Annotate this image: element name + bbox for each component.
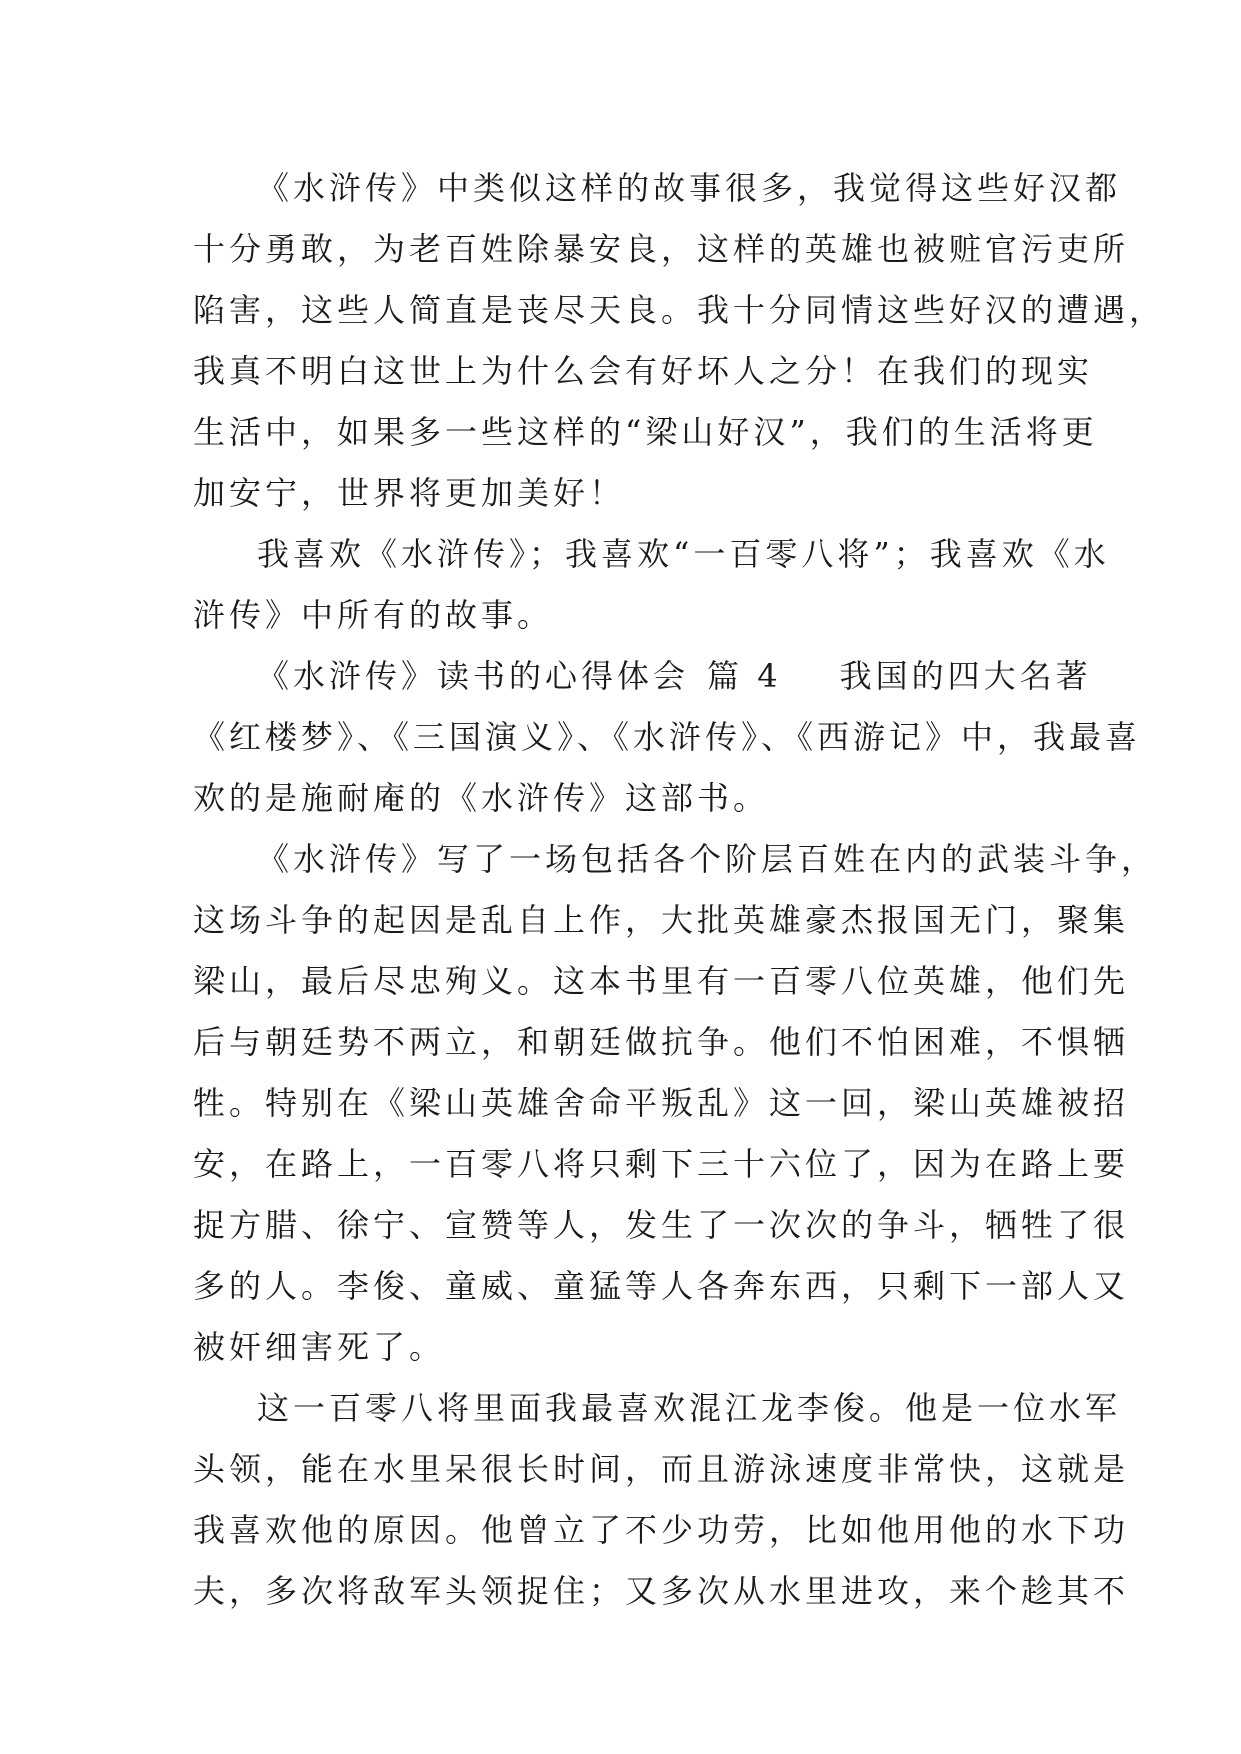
- text-line: 这场斗争的起因是乱自上作，大批英雄豪杰报国无门，聚集: [193, 901, 1130, 939]
- paragraph-4: [193, 829, 1158, 1378]
- text-line: 我喜欢《水浒传》；我喜欢“一百零八将”；我喜欢《水: [257, 535, 1110, 573]
- text-line: 浒传》中所有的故事。: [193, 596, 554, 634]
- paragraph-2: [193, 524, 1110, 646]
- section-heading-line: [193, 646, 1092, 707]
- text-line: 我真不明白这世上为什么会有好坏人之分！在我们的现实: [193, 352, 1094, 390]
- text-line: 捉方腊、徐宁、宣赞等人，发生了一次次的争斗，牺牲了很: [193, 1206, 1130, 1244]
- section-title: 《水浒传》读书的心得体会: [257, 657, 690, 695]
- text-line: 安，在路上，一百零八将只剩下三十六位了，因为在路上要: [193, 1145, 1130, 1183]
- paragraph-1: [193, 158, 1166, 524]
- text-line: 《水浒传》写了一场包括各个阶层百姓在内的武装斗争，: [257, 840, 1158, 878]
- text-line: 夫，多次将敌军头领捉住；又多次从水里进攻，来个趁其不: [193, 1572, 1130, 1610]
- paragraph-5: [193, 1378, 1130, 1622]
- section-part-label: 篇 4: [707, 657, 782, 695]
- section-opening-text: 我国的四大名著: [839, 657, 1092, 695]
- text-line: 梁山，最后尽忠殉义。这本书里有一百零八位英雄，他们先: [193, 962, 1130, 1000]
- text-line: 加安宁，世界将更加美好！: [193, 474, 626, 512]
- text-line: 这一百零八将里面我最喜欢混江龙李俊。他是一位水军: [257, 1389, 1122, 1427]
- text-line: 《红楼梦》、《三国演义》、《水浒传》、《西游记》中，我最喜: [193, 718, 1142, 756]
- text-line: 牲。特别在《梁山英雄舍命平叛乱》这一回，梁山英雄被招: [193, 1084, 1130, 1122]
- text-line: 多的人。李俊、童威、童猛等人各奔东西，只剩下一部人又: [193, 1267, 1130, 1305]
- text-line: 被奸细害死了。: [193, 1328, 446, 1366]
- text-line: 十分勇敢，为老百姓除暴安良，这样的英雄也被赃官污吏所: [193, 230, 1130, 268]
- text-line: 生活中，如果多一些这样的“梁山好汉”，我们的生活将更: [193, 413, 1098, 451]
- text-line: 后与朝廷势不两立，和朝廷做抗争。他们不怕困难，不惧牺: [193, 1023, 1130, 1061]
- text-line: 我喜欢他的原因。他曾立了不少功劳，比如他用他的水下功: [193, 1511, 1130, 1549]
- text-line: 欢的是施耐庵的《水浒传》这部书。: [193, 779, 770, 817]
- text-line: 《水浒传》中类似这样的故事很多，我觉得这些好汉都: [257, 169, 1122, 207]
- paragraph-3: [193, 646, 1142, 829]
- text-line: 陷害，这些人简直是丧尽天良。我十分同情这些好汉的遭遇，: [193, 291, 1166, 329]
- text-line: 头领，能在水里呆很长时间，而且游泳速度非常快，这就是: [193, 1450, 1130, 1488]
- document-body: [193, 158, 1166, 1622]
